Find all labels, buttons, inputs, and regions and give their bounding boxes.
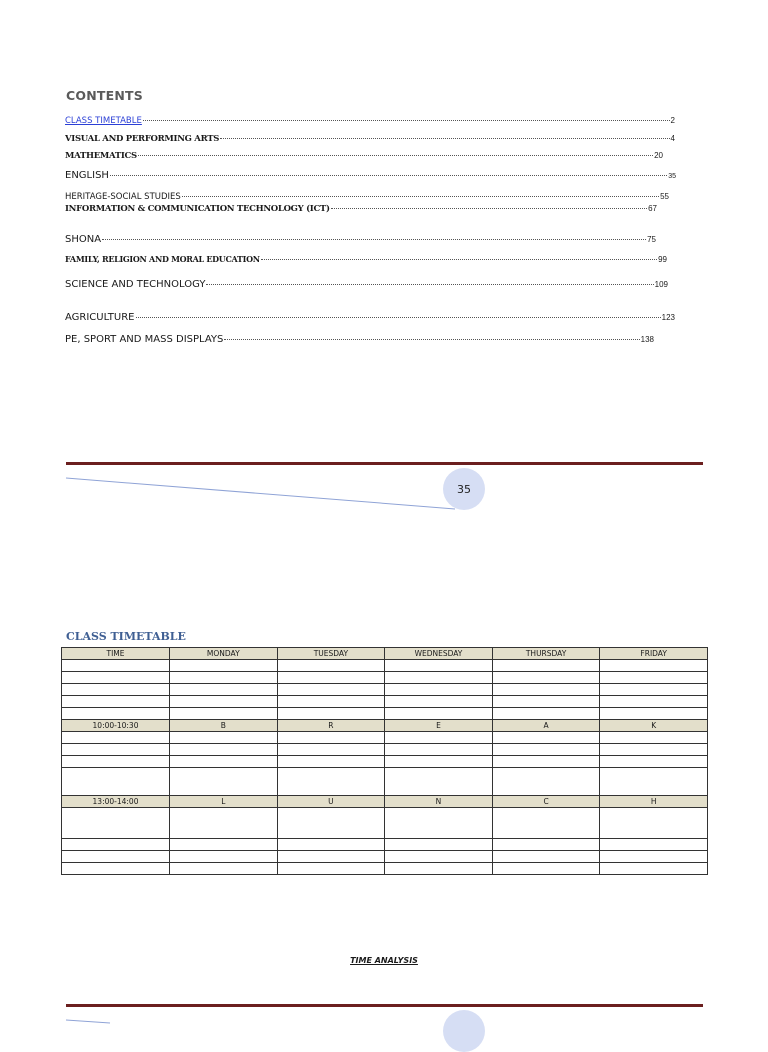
break-letter: R [277, 720, 385, 732]
table-cell[interactable] [385, 744, 493, 756]
table-cell[interactable] [492, 732, 600, 744]
table-cell[interactable] [62, 863, 170, 875]
table-cell[interactable] [277, 708, 385, 720]
table-cell[interactable] [277, 732, 385, 744]
table-cell[interactable] [277, 851, 385, 863]
table-cell[interactable] [170, 768, 278, 796]
table-cell[interactable] [385, 732, 493, 744]
table-cell[interactable] [62, 708, 170, 720]
toc-page-number: 123 [661, 313, 675, 322]
table-cell[interactable] [492, 808, 600, 839]
table-cell[interactable] [62, 684, 170, 696]
table-cell[interactable] [492, 744, 600, 756]
table-cell[interactable] [385, 672, 493, 684]
table-cell[interactable] [170, 808, 278, 839]
toc-label: SCIENCE AND TECHNOLOGY [65, 279, 206, 290]
table-cell[interactable] [170, 863, 278, 875]
table-cell[interactable] [600, 708, 708, 720]
table-cell[interactable] [170, 744, 278, 756]
table-cell[interactable] [277, 744, 385, 756]
table-cell[interactable] [600, 863, 708, 875]
lunch-letter: L [170, 796, 278, 808]
table-cell[interactable] [62, 732, 170, 744]
table-cell[interactable] [492, 672, 600, 684]
table-cell[interactable] [277, 768, 385, 796]
toc-page-number: 4 [670, 134, 675, 143]
toc-page-number: 2 [670, 116, 675, 125]
table-cell[interactable] [385, 708, 493, 720]
toc-label: VISUAL AND PERFORMING ARTS [65, 134, 220, 144]
table-row [62, 768, 708, 796]
table-row [62, 839, 708, 851]
toc-page-number: 138 [640, 335, 654, 344]
table-cell[interactable] [277, 808, 385, 839]
table-cell[interactable] [492, 863, 600, 875]
table-cell[interactable] [170, 732, 278, 744]
table-cell[interactable] [170, 839, 278, 851]
table-cell[interactable] [600, 768, 708, 796]
page-number-badge [443, 468, 485, 510]
header-time: TIME [62, 648, 170, 660]
toc-page-number: 35 [668, 173, 676, 180]
table-cell[interactable] [170, 684, 278, 696]
table-cell[interactable] [600, 839, 708, 851]
table-cell[interactable] [600, 660, 708, 672]
table-cell[interactable] [385, 851, 493, 863]
header-friday: FRIDAY [600, 648, 708, 660]
table-cell[interactable] [492, 851, 600, 863]
table-row [62, 684, 708, 696]
break-row [62, 720, 708, 732]
table-cell[interactable] [385, 768, 493, 796]
table-cell[interactable] [170, 696, 278, 708]
table-cell[interactable] [277, 696, 385, 708]
table-row [62, 756, 708, 768]
table-cell[interactable] [277, 660, 385, 672]
header-monday: MONDAY [170, 648, 278, 660]
table-cell[interactable] [62, 756, 170, 768]
table-cell[interactable] [492, 756, 600, 768]
table-row [62, 851, 708, 863]
toc-page-number: 99 [658, 255, 667, 264]
toc-page-number: 109 [654, 280, 668, 289]
toc-page-number: 67 [648, 204, 657, 213]
toc-page-number: 55 [660, 192, 669, 201]
toc-link-class-timetable[interactable]: CLASS TIMETABLE [65, 116, 142, 126]
timetable-title: CLASS TIMETABLE [66, 630, 186, 643]
table-cell[interactable] [170, 660, 278, 672]
table-cell[interactable] [492, 684, 600, 696]
lunch-letter: C [492, 796, 600, 808]
table-cell[interactable] [277, 672, 385, 684]
table-cell[interactable] [600, 756, 708, 768]
header-tuesday: TUESDAY [277, 648, 385, 660]
table-row [62, 696, 708, 708]
header-wednesday: WEDNESDAY [385, 648, 493, 660]
lunch-letter: U [277, 796, 385, 808]
toc-page-number: 75 [647, 235, 656, 244]
table-cell[interactable] [62, 808, 170, 839]
table-cell[interactable] [277, 863, 385, 875]
table-cell[interactable] [277, 756, 385, 768]
table-cell[interactable] [385, 660, 493, 672]
toc-label: INFORMATION & COMMUNICATION TECHNOLOGY (ICT) [65, 204, 330, 214]
table-cell[interactable] [492, 708, 600, 720]
table-cell[interactable] [62, 768, 170, 796]
table-cell[interactable] [600, 808, 708, 839]
table-cell[interactable] [170, 756, 278, 768]
table-cell[interactable] [600, 672, 708, 684]
table-row [62, 660, 708, 672]
table-cell[interactable] [492, 839, 600, 851]
table-cell[interactable] [170, 851, 278, 863]
table-cell[interactable] [170, 708, 278, 720]
lunch-letter: N [385, 796, 493, 808]
break-letter: E [385, 720, 493, 732]
table-cell[interactable] [385, 863, 493, 875]
table-cell[interactable] [62, 660, 170, 672]
lunch-letter: H [600, 796, 708, 808]
table-row [62, 708, 708, 720]
toc-label: HERITAGE-SOCIAL STUDIES [65, 192, 181, 202]
table-cell[interactable] [62, 851, 170, 863]
toc-label: FAMILY, RELIGION AND MORAL EDUCATION [65, 254, 260, 264]
toc-label: PE, SPORT AND MASS DISPLAYS [65, 334, 224, 345]
table-cell[interactable] [600, 696, 708, 708]
table-row [62, 672, 708, 684]
table-cell[interactable] [170, 672, 278, 684]
break-letter: B [170, 720, 278, 732]
toc-label: ENGLISH [65, 170, 109, 181]
table-cell[interactable] [385, 684, 493, 696]
table-row [62, 732, 708, 744]
break-letter: K [600, 720, 708, 732]
table-cell[interactable] [62, 672, 170, 684]
toc-page-number: 20 [654, 151, 663, 160]
table-row [62, 808, 708, 839]
table-row [62, 744, 708, 756]
toc-label: AGRICULTURE [65, 312, 135, 323]
lunch-row [62, 796, 708, 808]
table-cell[interactable] [385, 839, 493, 851]
table-cell[interactable] [492, 660, 600, 672]
table-cell[interactable] [385, 756, 493, 768]
table-cell[interactable] [62, 839, 170, 851]
table-cell[interactable] [600, 732, 708, 744]
footer-rule-2 [66, 1004, 703, 1007]
toc-label: SHONA [65, 234, 102, 245]
table-cell[interactable] [277, 684, 385, 696]
table-cell[interactable] [600, 744, 708, 756]
page-number: 35 [457, 482, 471, 496]
table-cell[interactable] [385, 808, 493, 839]
break-time: 10:00-10:30 [62, 720, 170, 732]
toc-label: MATHEMATICS [65, 151, 137, 161]
table-cell[interactable] [492, 696, 600, 708]
page-number-badge-2 [443, 1010, 485, 1052]
break-letter: A [492, 720, 600, 732]
table-cell[interactable] [385, 696, 493, 708]
header-thursday: THURSDAY [492, 648, 600, 660]
contents-heading: CONTENTS [66, 88, 143, 103]
class-timetable [61, 647, 708, 875]
table-cell[interactable] [600, 851, 708, 863]
table-cell[interactable] [62, 696, 170, 708]
table-cell[interactable] [62, 744, 170, 756]
time-analysis-heading: TIME ANALYSIS [350, 956, 418, 965]
table-cell[interactable] [277, 839, 385, 851]
lunch-time: 13:00-14:00 [62, 796, 170, 808]
table-row [62, 863, 708, 875]
table-cell[interactable] [600, 684, 708, 696]
table-cell[interactable] [492, 768, 600, 796]
table-header-row [62, 648, 708, 660]
